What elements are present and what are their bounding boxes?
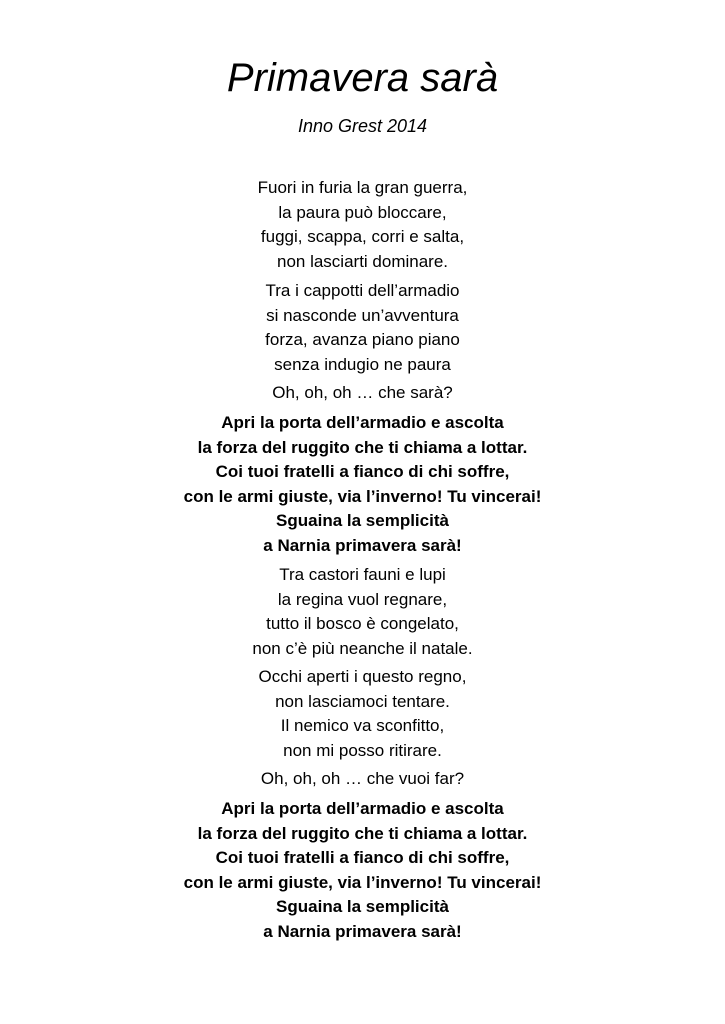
chorus-line: Coi tuoi fratelli a fianco di chi soffre, (215, 848, 510, 867)
verse-line: Fuori in furia la gran guerra, (257, 178, 468, 197)
verse-4 (0, 665, 725, 763)
chorus-line: Apri la porta dell’armadio e ascolta (221, 413, 504, 432)
chorus-2 (0, 797, 725, 944)
chorus-1 (0, 411, 725, 558)
bridge-1 (0, 381, 725, 406)
chorus-line: Apri la porta dell’armadio e ascolta (221, 799, 504, 818)
verse-line: non c’è più neanche il natale. (252, 638, 473, 658)
verse-line: tutto il bosco è congelato, (266, 614, 459, 633)
verse-line: non lasciarti dominare. (276, 251, 449, 271)
chorus-line: la forza del ruggito che ti chiama a lottar. (197, 823, 528, 843)
verse-line: la paura può bloccare, (278, 202, 447, 222)
chorus-line: Sguaina la semplicità (276, 511, 449, 530)
chorus-line: a Narnia primavera sarà! (263, 535, 462, 555)
verse-line: Il nemico va sconfitto, (280, 716, 445, 735)
chorus-line: la forza del ruggito che ti chiama a lottar. (197, 437, 528, 457)
verse-line: Occhi aperti i questo regno, (258, 667, 467, 686)
chorus-line: Sguaina la semplicità (276, 897, 449, 916)
bridge-line: Oh, oh, oh … che vuoi far? (260, 769, 465, 788)
bridge-2 (0, 767, 725, 792)
verse-2 (0, 279, 725, 377)
verse-line: non lasciamoci tentare. (275, 691, 450, 711)
chorus-line: a Narnia primavera sarà! (263, 921, 462, 941)
song-subtitle: Inno Grest 2014 (297, 116, 428, 136)
verse-1 (0, 176, 725, 274)
chorus-line: con le armi giuste, via l’inverno! Tu vincerai! (183, 486, 542, 506)
verse-line: non mi posso ritirare. (283, 740, 442, 760)
chorus-line: Coi tuoi fratelli a fianco di chi soffre, (215, 462, 510, 481)
verse-line: la regina vuol regnare, (277, 589, 448, 609)
verse-line: fuggi, scappa, corri e salta, (260, 227, 465, 246)
chorus-line: con le armi giuste, via l’inverno! Tu vincerai! (183, 872, 542, 892)
bridge-line: Oh, oh, oh … che sarà? (272, 383, 453, 402)
verse-3 (0, 563, 725, 661)
song-title: Primavera sarà (226, 56, 499, 100)
verse-line: senza indugio ne paura (274, 354, 451, 374)
verse-line: Tra castori fauni e lupi (279, 565, 446, 584)
verse-line: si nasconde un’avventura (266, 305, 459, 325)
verse-line: forza, avanza piano piano (265, 330, 460, 349)
verse-line: Tra i cappotti dell’armadio (265, 281, 460, 300)
